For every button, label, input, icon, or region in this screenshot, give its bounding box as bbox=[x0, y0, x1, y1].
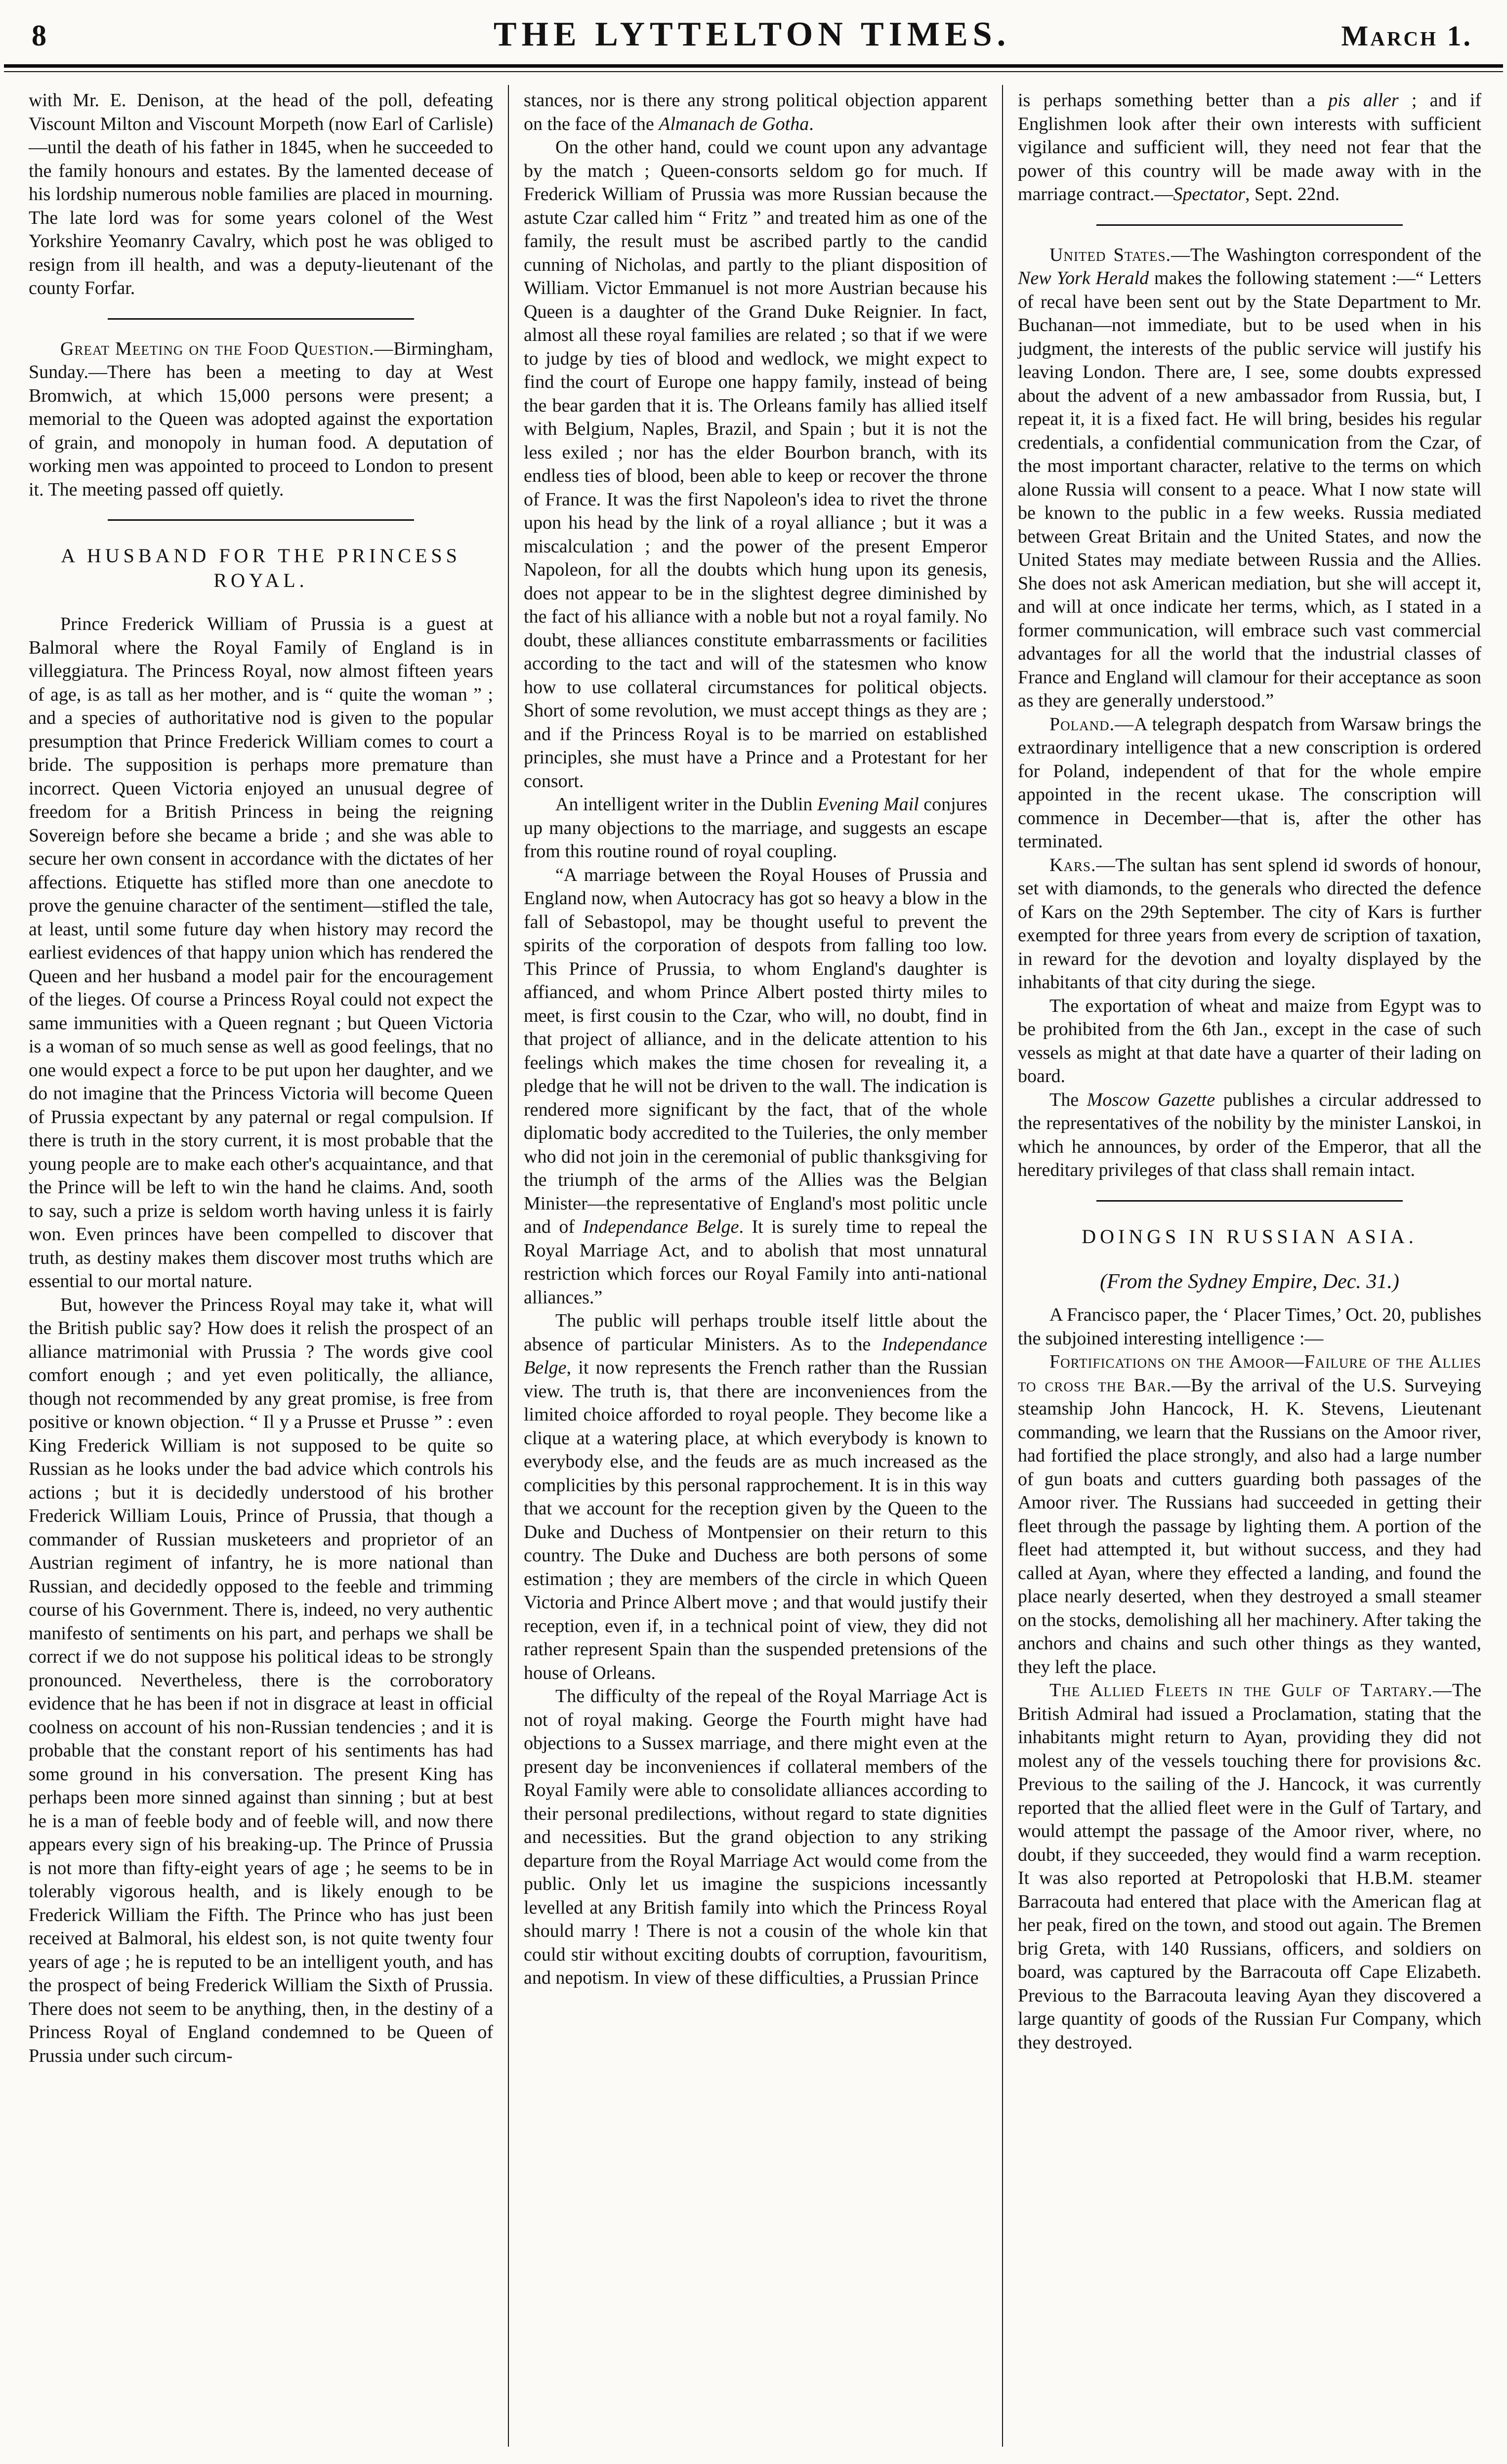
paper-title: THE LYTTELTON TIMES. bbox=[493, 15, 1011, 53]
page-number: 8 bbox=[32, 19, 46, 52]
paragraph: is perhaps something better than a pis aller ; and if Englishmen look after their own interests with sufficient vigilance and sufficient will, they need not fear that the power of this country will be made away with in the marriage contract.—Spectator, Sept. 22nd. bbox=[1018, 90, 1481, 205]
paragraph-lead: Kars.— bbox=[1049, 854, 1116, 876]
italic-text: pis aller bbox=[1328, 90, 1399, 111]
column-3 bbox=[1002, 85, 1496, 2447]
issue-date: March 1. bbox=[1341, 20, 1472, 52]
paragraph: United States.—The Washington correspondent of the New York Herald makes the following statement :—“ Letters of recal have been sent out by the State Department to Mr. Buchanan—not immediate, but to be used when in his judgment, the interests of the public service will justify his leaving London. There are, I see, some doubts expressed about the advent of a new ambassador from Russia, but, I repeat it, it is a fixed fact. He will bring, besides his regular credentials, a confidential communication from the Czar, of the most important character, relative to the terms on which alone Russia will consent to a peace. What I now state will be known to the public in a few weeks. Russia mediated between Great Britain and the United States, and now the United States may mediate between Russia and the Allies. She does not ask American mediation, but she will accept it, and will at once indicate her terms, which, as I stated in a former communication, will embrace such vast commercial advantages for all the world that the industrial classes of France and England will clamour for their acceptance as soon as they are generally understood.” bbox=[1018, 244, 1482, 711]
paragraph: The public will perhaps trouble itself little about the absence of particular Ministers. As to the Independance Belge, it now represents the French rather than the Russian view. The truth is, that there are inconveniences from the limited choice afforded to royal people. They become like a clique at a watering place, at which everybody is known to everybody else, and the feuds are as much increased as the complicities by this personal rapprochement. It is in this way that we account for the reception given by the Queen to the Duke and Duchess of Montpensier on their return to this country. The Duke and Duchess are both persons of some estimation ; they are members of the circle in which Queen Victoria and Prince Albert move ; and that would justify their reception, even if, in a technical point of view, they did not rather represent Spain than the suspended pretensions of the house of Orleans. bbox=[524, 1310, 987, 1683]
article-byline: (From the Sydney Empire, Dec. 31.) bbox=[1100, 1270, 1399, 1293]
paragraph: Prince Frederick William of Prussia is a guest at Balmoral where the Royal Family of England is in villeggiatura. The Princess Royal, now almost fifteen years of age, is as tall as her mother, and is “ quite the woman ” ; and a species of authoritative nod is given to the popular presumption that Prince Frederick William comes to court a bride. The supposition is perhaps more premature than incorrect. Queen Victoria enjoyed an unusual degree of freedom for a British Princess in being the reigning Sovereign before she became a bride ; and she was able to secure her own consent in accordance with the dictates of her affections. Etiquette has stifled more than one anecdote to prove the genuine character of the sentiment—stifled the tale, at least, until some future day when history may record the earliest evidences of that happy union which has rendered the Queen and her husband a model pair for the encouragement of the lieges. Of course a Princess Royal could not expect the same immunities with a Queen regnant ; but Queen Victoria is a woman of so much sense as well as good feelings, that no one would expect a force to be put upon her daughter, and we do not imagine that the Princess Victoria will become Queen of Prussia expectant by any paternal or regal compulsion. If there is truth in the story current, it is most probable that the young people are to make each other's acquaintance, and that the Prince will be left to win the hand he claims. And, sooth to say, such a prize is seldom worth having unless it is fairly won. Even princes have been compelled to discover that truth, as destiny makes them discover most truths which are essential to our mortal nature. bbox=[29, 614, 493, 1292]
column-2 bbox=[508, 85, 1002, 2447]
column-1 bbox=[14, 85, 508, 2447]
paragraph: The Allied Fleets in the Gulf of Tartary.—The British Admiral had issued a Proclamation, stating that the inhabitants might return to Ayan, providing they did not molest any of the vessels touching there for provisions &c. Previous to the sailing of the J. Hancock, it was currently reported that the allied fleet were in the Gulf of Tartary, and would attempt the passage of the Amoor river, where, no doubt, if they succeeded, they would find a warm reception. It was also reported at Petropoloski that H.B.M. steamer Barracouta had entered that place with the American flag at her peak, fired on the town, and stood out again. The Bremen brig Greta, with 140 Russians, officers, and soldiers on board, was captured by the Barracouta off Cape Elizabeth. Previous to the Barracouta leaving Ayan they discovered a large quantity of goods of the Russian Fur Company, which they destroyed. bbox=[1018, 1680, 1481, 2053]
italic-text: Spectator bbox=[1173, 184, 1246, 205]
paragraph: An intelligent writer in the Dublin Evening Mail conjures up many objections to the marriage, and suggests an escape from this routine round of royal coupling. bbox=[524, 794, 987, 862]
paragraph-lead: Poland.— bbox=[1049, 713, 1134, 735]
paragraph: Great Meeting on the Food Question.—Birmingham, Sunday.—There has been a meeting to day at West Bromwich, at which 15,000 persons were present; a memorial to the Queen was adopted against the exportation of grain, and monopoly in human food. A deputation of working men was appointed to proceed to London to present it. The meeting passed off quietly. bbox=[29, 338, 493, 500]
italic-text: Almanach de Gotha bbox=[659, 113, 809, 134]
italic-text: New York Herald bbox=[1018, 268, 1149, 289]
paragraph: Kars.—The sultan has sent splend id swords of honour, set with diamonds, to the generals who directed the defence of Kars on the 29th September. The city of Kars is further exempted for three years from every de scription of taxation, in reward for the devotion and loyalty displayed by the inhabitants of that city during the siege. bbox=[1018, 854, 1481, 993]
section-rule bbox=[1096, 224, 1402, 226]
paragraph: The exportation of wheat and maize from Egypt was to be prohibited from the 6th Jan., except in the case of such vessels as might at that date have a quarter of their lading on board. bbox=[1018, 995, 1481, 1086]
paragraph-lead: Fortifications on the Amoor—Failure of the Allies to cross the Bar.— bbox=[1018, 1351, 1481, 1396]
paragraph-lead: Great Meeting on the Food Question.— bbox=[60, 338, 394, 359]
section-rule bbox=[1096, 1200, 1402, 1202]
paragraph: But, however the Princess Royal may take it, what will the British public say? How does it relish the prospect of an alliance matrimonial with Prussia ? The words give cool comfort enough ; and yet even politically, the alliance, though not recommended by any great promise, is free from positive or known objection. “ Il y a Prusse et Prusse ” : even King Frederick William is not supposed to be quite so Russian as he looks under the bad advice which controls his actions ; but it is decidedly understood of his brother Frederick William Louis, Prince of Prussia, that though a commander of Russian musketeers and proprietor of an Austrian regiment of infantry, he is more national than Russian, and decidedly opposed to the feeble and trimming course of his Government. There is, indeed, no very authentic manifesto of sentiments on his part, and perhaps we shall be correct if we do not suppose his political ideas to be strongly pronounced. Nevertheless, there is the corroboratory evidence that he has been if not in disgrace at least in official coolness on account of his non-Russian tendencies ; and it is probable that the constant report of his sentiments has had some ground in his conversation. The present King has perhaps been more sinned against than sinning ; but at best he is a man of feeble body and of feeble will, and now there appears every sign of his breaking-up. The Prince of Prussia is not more than fifty-eight years of age ; he seems to be in tolerably vigorous health, and is likely enough to be Frederick William the Fifth. The Prince who has just been received at Balmoral, his eldest son, is not quite twenty four years of age ; he is reputed to be an intelligent youth, and has the prospect of being Frederick William the Sixth of Prussia. There does not seem to be anything, then, in the destiny of a Princess Royal of England condemned to be Queen of Prussia under such circum- bbox=[29, 1294, 493, 2066]
paragraph: The difficulty of the repeal of the Royal Marriage Act is not of royal making. George the Fourth might have had objections to a Sussex marriage, and there might even at the present day be inconveniences if collateral members of the Royal Family were able to consolidate alliances according to their personal predilections, without regard to state dignities and necessities. But the grand objection to any striking departure from the Royal Marriage Act would come from the public. Only let us imagine the suspicions incessantly levelled at any British family into which the Princess Royal should marry ! There is not a cousin of the whole kin that could stir without exciting doubts of corruption, favouritism, and nepotism. In view of these difficulties, a Prussian Prince bbox=[524, 1686, 987, 1988]
paragraph: Poland.—A telegraph despatch from Warsaw brings the extraordinary intelligence that a new conscription is ordered for Poland, independent of that for the whole empire appointed in the recent ukase. The conscription will commence in December—that is, after the other has terminated. bbox=[1018, 713, 1481, 852]
paragraph: with Mr. E. Denison, at the head of the poll, defeating Viscount Milton and Viscount Morpeth (now Earl of Carlisle)—until the death of his father in 1845, when he succeeded to the family honours and estates. By the lamented decease of his lordship numerous noble families are placed in mourning. The late lord was for some years colonel of the West Yorkshire Yeomanry Cavalry, which post he was obliged to resign from ill health, and was a deputy-lieutenant of the county Forfar. bbox=[29, 90, 493, 298]
column-container bbox=[0, 77, 1507, 2447]
italic-text: Evening Mail bbox=[817, 794, 919, 815]
italic-text: Moscow Gazette bbox=[1087, 1089, 1215, 1110]
paragraph: The Moscow Gazette publishes a circular addressed to the representatives of the nobility by the minister Lanskoi, in which he announces, by order of the Emperor, that all the hereditary privileges of that class shall remain intact. bbox=[1018, 1089, 1481, 1180]
paragraph-lead: The Allied Fleets in the Gulf of Tartary.— bbox=[1049, 1680, 1452, 1701]
paragraph: A Francisco paper, the ‘ Placer Times,’ Oct. 20, publishes the subjoined interesting intelligence :— bbox=[1018, 1304, 1481, 1349]
section-rule bbox=[108, 318, 414, 320]
section-rule bbox=[108, 519, 414, 521]
italic-text: Independance Belge bbox=[524, 1334, 987, 1378]
paragraph-lead: United States.— bbox=[1049, 244, 1191, 265]
paragraph: On the other hand, could we count upon any advantage by the match ; Queen-consorts seldom go for much. If Frederick William of Prussia was more Russian because the astute Czar called him “ Fritz ” and treated him as one of the family, the result must be ascribed partly to the candid cunning of Nicholas, and partly to the pliant disposition of William. Victor Emmanuel is not more Austrian because his Queen is a daughter of the Grand Duke Reignier. In fact, almost all these royal families are related ; so that if we were to judge by ties of blood and wedlock, we might expect to find the court of Europe one happy family, instead of being the bear garden that it is. The Orleans family has allied itself with Belgium, Naples, Brazil, and Spain ; but it is not the less exiled ; nor has the elder Bourbon branch, with its endless ties of blood, been able to keep or recover the throne of France. It was the first Napoleon's idea to rivet the throne upon his head by the link of a royal alliance ; but it was a miscalculation ; and the power of the present Emperor Napoleon, for all the doubts which hung upon its genesis, does not appear to be in the slightest degree diminished by the fact of his alliance with a noble but not a royal family. No doubt, these alliances constitute embarrassments or facilities according to the tact and will of the statesmen who know how to use collateral circumstances for political objects. Short of some revolution, we must accept things as they are ; and if the Princess Royal is to be married on established principles, she must have a Prince and a Protestant for her consort. bbox=[524, 137, 987, 792]
paragraph: stances, nor is there any strong political objection apparent on the face of the Almanach de Gotha. bbox=[524, 90, 987, 134]
paragraph: “A marriage between the Royal Houses of Prussia and England now, when Autocracy has got so heavy a blow in the fall of Sebastopol, may be thought useful to prevent the spirits of the corporation of despots from falling too low. This Prince of Prussia, to whom England's daughter is affianced, and whom Prince Albert posted thirty miles to meet, is first cousin to the Czar, who will, no doubt, find in that project of alliance, and in the delicate attention to his feelings which makes the time chosen for revealing it, a pledge that he will not be driven to the wall. The indication is rendered more significant by the fact, that of the whole diplomatic body accredited to the Tuileries, the only member who did not join in the ceremonial of public thanksgiving for the triumph of the arms of the Allies was the Belgian Minister—the representative of England's most politic uncle and of Independance Belge. It is surely time to repeal the Royal Marriage Act, and to abolish that most unnatural restriction which forces our Royal Family into anti-national alliances.” bbox=[524, 864, 987, 1308]
italic-text: Independance Belge bbox=[583, 1216, 739, 1237]
masthead-rule bbox=[4, 64, 1503, 72]
article-heading: A HUSBAND FOR THE PRINCESS ROYAL. bbox=[61, 544, 461, 591]
article-heading: DOINGS IN RUSSIAN ASIA. bbox=[1082, 1225, 1418, 1248]
masthead bbox=[0, 0, 1507, 54]
paragraph: Fortifications on the Amoor—Failure of the Allies to cross the Bar.—By the arrival of the U.S. Surveying steamship John Hancock, H. K. Stevens, Lieutenant commanding, we learn that the Russians on the Amoor river, had fortified the place strongly, and also had a large number of gun boats and cutters guarding both passages of the Amoor river. The Russians had succeeded in getting their fleet through the passage by lighting them. A portion of the fleet had attempted it, but without success, and they had called at Ayan, where they effected a landing, and found the place nearly deserted, when they destroyed a small steamer on the stocks, demolishing all her machinery. After taking the anchors and chains and such other things as they wanted, they left the place. bbox=[1018, 1351, 1482, 1677]
